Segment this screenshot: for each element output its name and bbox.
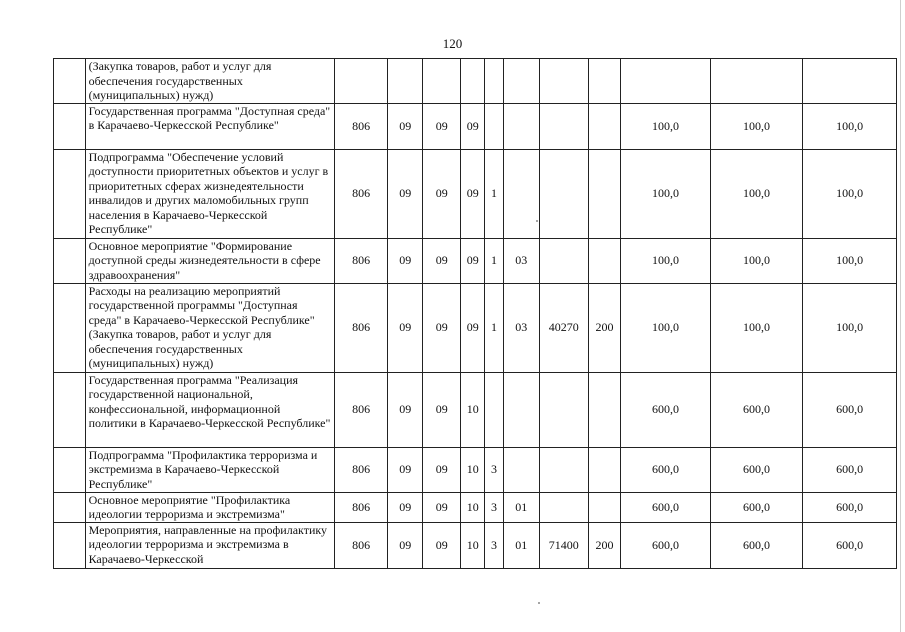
direction-code-cell: 71400 (539, 522, 588, 568)
section-code-cell: 09 (388, 103, 423, 149)
item-name-cell: Государственная программа "Реализация государственной национальной, конфессиональной, информационной политики в Карачаево-Черкесской Республике" (85, 372, 334, 447)
program-code-cell: 09 (461, 103, 485, 149)
amount-year-3-cell: 600,0 (803, 447, 897, 492)
table-row (54, 372, 897, 447)
section-code-cell: 09 (388, 238, 423, 283)
activity-code-cell (503, 103, 539, 149)
row-number-cell (54, 522, 86, 568)
row-number-cell (54, 103, 86, 149)
expense-type-cell (588, 238, 621, 283)
ministry-code-cell: 806 (334, 149, 387, 238)
program-code-cell: 10 (461, 447, 485, 492)
amount-year-2-cell: 100,0 (710, 283, 803, 372)
amount-year-2-cell: 100,0 (710, 238, 803, 283)
subprogram-code-cell (485, 59, 504, 104)
section-code-cell (388, 59, 423, 104)
amount-year-3-cell: 100,0 (803, 238, 897, 283)
direction-code-cell (539, 447, 588, 492)
subsection-code-cell: 09 (423, 447, 461, 492)
subsection-code-cell: 09 (423, 492, 461, 522)
subsection-code-cell: 09 (423, 283, 461, 372)
item-name-cell: Государственная программа "Доступная среда" в Карачаево-Черкесской Республике" (85, 103, 334, 149)
ministry-code-cell: 806 (334, 447, 387, 492)
amount-year-2-cell (710, 59, 803, 104)
section-code-cell: 09 (388, 372, 423, 447)
item-name-cell: Основное мероприятие "Профилактика идеологии терроризма и экстремизма" (85, 492, 334, 522)
scan-speck (536, 220, 538, 222)
ministry-code-cell: 806 (334, 492, 387, 522)
amount-year-1-cell: 600,0 (621, 522, 710, 568)
program-code-cell: 10 (461, 372, 485, 447)
section-code-cell: 09 (388, 492, 423, 522)
subprogram-code-cell: 3 (485, 492, 504, 522)
amount-year-3-cell: 100,0 (803, 149, 897, 238)
program-code-cell (461, 59, 485, 104)
subprogram-code-cell: 1 (485, 238, 504, 283)
amount-year-3-cell: 600,0 (803, 522, 897, 568)
row-number-cell (54, 447, 86, 492)
subprogram-code-cell: 1 (485, 149, 504, 238)
amount-year-1-cell: 100,0 (621, 283, 710, 372)
activity-code-cell (503, 59, 539, 104)
subprogram-code-cell (485, 372, 504, 447)
direction-code-cell (539, 103, 588, 149)
expense-type-cell (588, 447, 621, 492)
ministry-code-cell (334, 59, 387, 104)
expense-type-cell (588, 59, 621, 104)
table-row (54, 283, 897, 372)
amount-year-1-cell: 100,0 (621, 238, 710, 283)
amount-year-3-cell: 600,0 (803, 372, 897, 447)
subsection-code-cell: 09 (423, 522, 461, 568)
ministry-code-cell: 806 (334, 283, 387, 372)
program-code-cell: 09 (461, 238, 485, 283)
amount-year-1-cell: 100,0 (621, 103, 710, 149)
amount-year-1-cell: 100,0 (621, 149, 710, 238)
amount-year-2-cell: 100,0 (710, 103, 803, 149)
scan-speck (538, 602, 540, 604)
direction-code-cell (539, 492, 588, 522)
table-row (54, 522, 897, 568)
row-number-cell (54, 283, 86, 372)
item-name-cell: Основное мероприятие "Формирование доступной среды жизнедеятельности в сфере здравоохранения" (85, 238, 334, 283)
table-row (54, 447, 897, 492)
ministry-code-cell: 806 (334, 103, 387, 149)
table-row (54, 103, 897, 149)
expense-type-cell (588, 149, 621, 238)
budget-table (53, 58, 897, 569)
program-code-cell: 10 (461, 522, 485, 568)
ministry-code-cell: 806 (334, 372, 387, 447)
activity-code-cell: 01 (503, 492, 539, 522)
amount-year-3-cell (803, 59, 897, 104)
subsection-code-cell: 09 (423, 149, 461, 238)
subsection-code-cell (423, 59, 461, 104)
activity-code-cell: 01 (503, 522, 539, 568)
amount-year-3-cell: 600,0 (803, 492, 897, 522)
activity-code-cell (503, 372, 539, 447)
row-number-cell (54, 149, 86, 238)
item-name-cell: Расходы на реализацию мероприятий государственной программы "Доступная среда" в Карачаево-Черкесской Республике" (Закупка товаров, работ и услуг для обеспечения государственных (муниципальных) нужд) (85, 283, 334, 372)
section-code-cell: 09 (388, 283, 423, 372)
amount-year-3-cell: 100,0 (803, 283, 897, 372)
amount-year-2-cell: 600,0 (710, 522, 803, 568)
activity-code-cell: 03 (503, 283, 539, 372)
activity-code-cell: 03 (503, 238, 539, 283)
subprogram-code-cell: 3 (485, 447, 504, 492)
program-code-cell: 10 (461, 492, 485, 522)
subprogram-code-cell (485, 103, 504, 149)
expense-type-cell: 200 (588, 522, 621, 568)
section-code-cell: 09 (388, 447, 423, 492)
amount-year-1-cell: 600,0 (621, 447, 710, 492)
direction-code-cell (539, 372, 588, 447)
expense-type-cell (588, 372, 621, 447)
program-code-cell: 09 (461, 283, 485, 372)
subprogram-code-cell: 3 (485, 522, 504, 568)
item-name-cell: Подпрограмма "Профилактика терроризма и экстремизма в Карачаево-Черкесской Республике" (85, 447, 334, 492)
amount-year-1-cell: 600,0 (621, 372, 710, 447)
page-number: 120 (442, 36, 463, 51)
amount-year-1-cell (621, 59, 710, 104)
expense-type-cell: 200 (588, 283, 621, 372)
direction-code-cell: 40270 (539, 283, 588, 372)
subsection-code-cell: 09 (423, 103, 461, 149)
item-name-cell: Мероприятия, направленные на профилактику идеологии терроризма и экстремизма в Карачаево-Черкесской (85, 522, 334, 568)
row-number-cell (54, 59, 86, 104)
item-name-cell: (Закупка товаров, работ и услуг для обеспечения государственных (муниципальных) нужд) (85, 59, 334, 104)
direction-code-cell (539, 238, 588, 283)
direction-code-cell (539, 59, 588, 104)
amount-year-3-cell: 100,0 (803, 103, 897, 149)
amount-year-2-cell: 100,0 (710, 149, 803, 238)
activity-code-cell (503, 149, 539, 238)
section-code-cell: 09 (388, 149, 423, 238)
subsection-code-cell: 09 (423, 372, 461, 447)
amount-year-2-cell: 600,0 (710, 372, 803, 447)
scan-edge-line (900, 0, 901, 632)
ministry-code-cell: 806 (334, 238, 387, 283)
expense-type-cell (588, 492, 621, 522)
activity-code-cell (503, 447, 539, 492)
table-row (54, 59, 897, 104)
row-number-cell (54, 372, 86, 447)
item-name-cell: Подпрограмма "Обеспечение условий доступности приоритетных объектов и услуг в приоритетных сферах жизнедеятельности инвалидов и других маломобильных групп населения в Карачаево-Черкесской Республике" (85, 149, 334, 238)
subsection-code-cell: 09 (423, 238, 461, 283)
amount-year-2-cell: 600,0 (710, 447, 803, 492)
table-row (54, 238, 897, 283)
table-row (54, 492, 897, 522)
ministry-code-cell: 806 (334, 522, 387, 568)
row-number-cell (54, 492, 86, 522)
expense-type-cell (588, 103, 621, 149)
table-row (54, 149, 897, 238)
amount-year-1-cell: 600,0 (621, 492, 710, 522)
amount-year-2-cell: 600,0 (710, 492, 803, 522)
direction-code-cell (539, 149, 588, 238)
section-code-cell: 09 (388, 522, 423, 568)
program-code-cell: 09 (461, 149, 485, 238)
subprogram-code-cell: 1 (485, 283, 504, 372)
row-number-cell (54, 238, 86, 283)
